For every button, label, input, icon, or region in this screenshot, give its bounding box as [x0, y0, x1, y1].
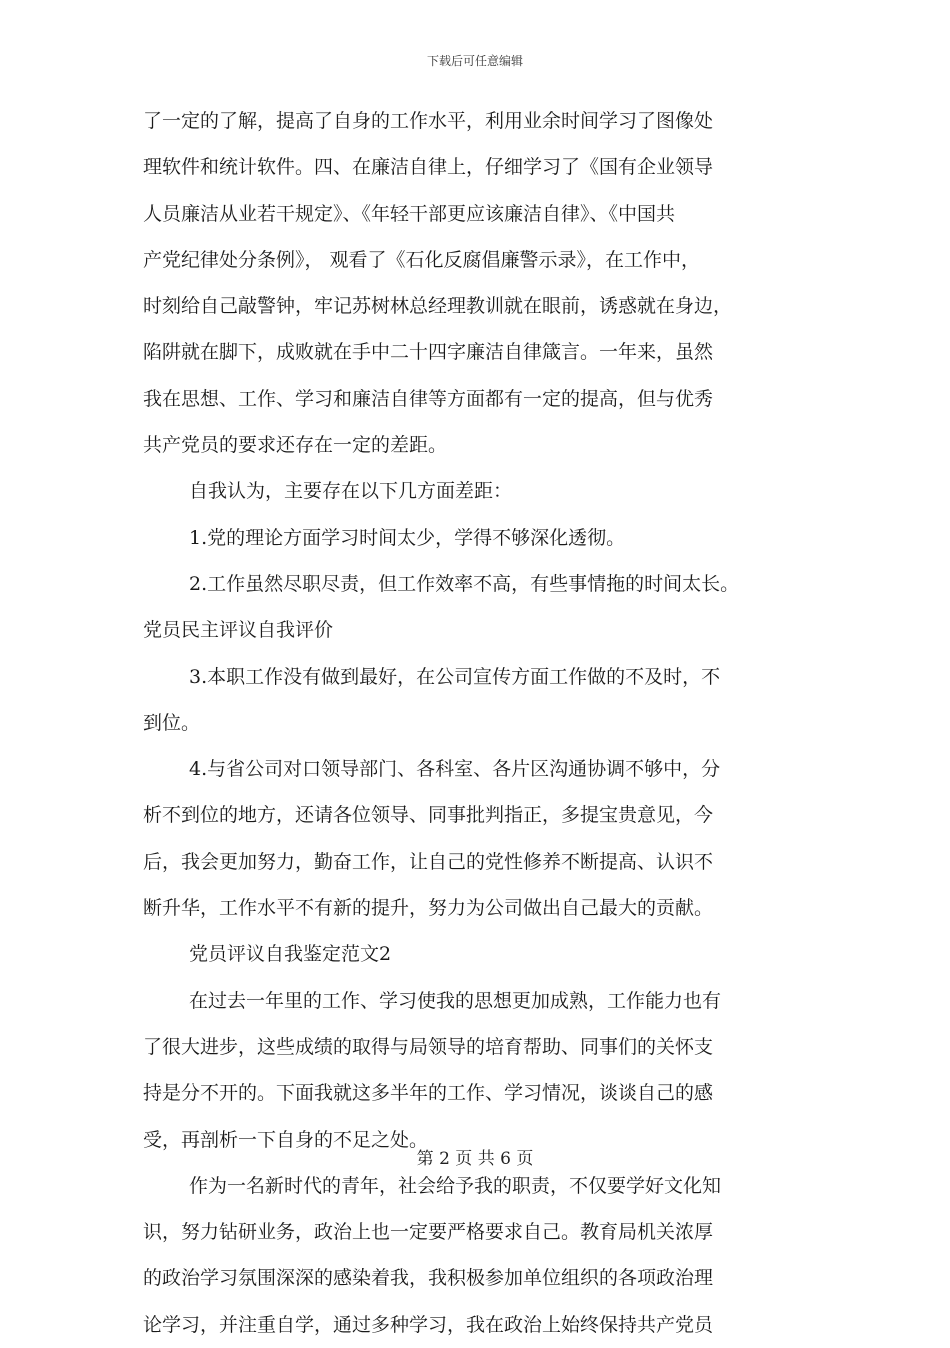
text-line: 理软件和统计软件。四、在廉洁自律上，仔细学习了《国有企业领导 — [143, 156, 714, 179]
text-line: 我在思想、工作、学习和廉洁自律等方面都有一定的提高，但与优秀 — [143, 387, 714, 410]
text-line: 党员民主评议自我评价 — [143, 619, 334, 642]
text-line: 自我认为，主要存在以下几方面差距： — [189, 480, 513, 503]
text-line: 后，我会更加努力，勤奋工作，让自己的党性修养不断提高、认识不 — [143, 850, 714, 873]
text-line: 在过去一年里的工作、学习使我的思想更加成熟，工作能力也有 — [189, 989, 722, 1012]
text-line: 陷阱就在脚下，成败就在手中二十四字廉洁自律箴言。一年来，虽然 — [143, 341, 714, 364]
text-line: 2.工作虽然尽职尽责，但工作效率不高，有些事情拖的时间太长。 — [189, 572, 740, 595]
text-line: 党员评议自我鉴定范文2 — [189, 943, 392, 966]
text-line: 论学习，并注重自学，通过多种学习，我在政治上始终保持共产党员 — [143, 1313, 714, 1336]
text-line: 析不到位的地方，还请各位领导、同事批判指正，多提宝贵意见，今 — [143, 804, 714, 827]
text-line: 受，再剖析一下自身的不足之处。 — [143, 1128, 429, 1151]
page-footer: 第 2 页 共 6 页 — [416, 1149, 534, 1169]
text-line: 识，努力钻研业务，政治上也一定要严格要求自己。教育局机关浓厚 — [143, 1221, 714, 1244]
text-line: 共产党员的要求还存在一定的差距。 — [143, 434, 448, 457]
text-line: 到位。 — [143, 711, 201, 734]
text-line: 时刻给自己敲警钟，牢记苏树林总经理教训就在眼前，诱惑就在身边， — [143, 295, 733, 318]
text-line: 产党纪律处分条例》， 观看了《石化反腐倡廉警示录》，在工作中， — [143, 248, 701, 271]
text-line: 人员廉洁从业若干规定》、《年轻干部更应该廉洁自律》、《中国共 — [143, 202, 676, 225]
text-line: 作为一名新时代的青年，社会给予我的职责，不仅要学好文化知 — [189, 1174, 722, 1197]
text-line: 的政治学习氛围深深的感染着我，我积极参加单位组织的各项政治理 — [143, 1267, 714, 1290]
text-line: 断升华，工作水平不有新的提升，努力为公司做出自己最大的贡献。 — [143, 897, 714, 920]
text-line: 4.与省公司对口领导部门、各科室、各片区沟通协调不够中，分 — [189, 758, 721, 781]
page-header: 下载后可任意编辑 — [426, 54, 523, 68]
text-line: 3.本职工作没有做到最好，在公司宣传方面工作做的不及时，不 — [189, 665, 721, 688]
text-line: 持是分不开的。下面我就这多半年的工作、学习情况，谈谈自己的感 — [143, 1082, 714, 1105]
text-line: 1.党的理论方面学习时间太少，学得不够深化透彻。 — [189, 526, 626, 549]
text-line: 了很大进步，这些成绩的取得与局领导的培育帮助、同事们的关怀支 — [143, 1035, 714, 1058]
text-line: 了一定的了解，提高了自身的工作水平，利用业余时间学习了图像处 — [143, 110, 714, 132]
